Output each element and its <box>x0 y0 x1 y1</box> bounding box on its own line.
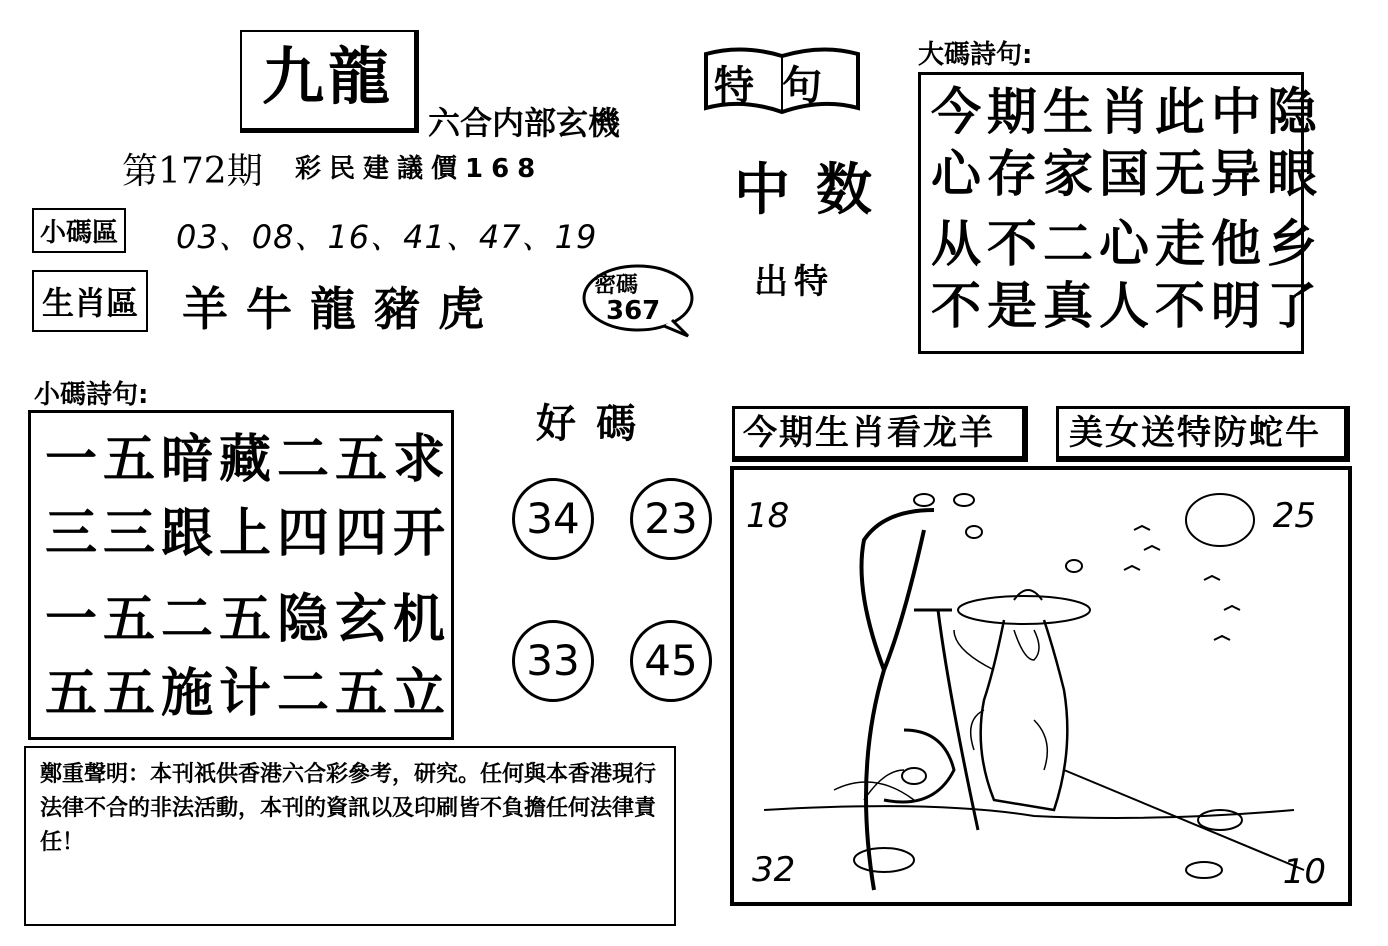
disclaimer-text: 鄭重聲明：本刊祇供香港六合彩參考，研究。任何與本香港現行法律不合的非法活動，本刊的資訊以及印刷皆不負擔任何法律責任！ <box>40 762 657 855</box>
big-poem-line: 不是真人不明了 <box>931 277 1323 335</box>
issue-number: 第172期 <box>122 151 263 192</box>
secret-code-bubble <box>580 260 698 340</box>
secret-code-label: 密碼 <box>594 273 639 298</box>
zodiac-label: 生肖區 <box>32 270 148 332</box>
price: 彩民建議價168 <box>295 154 544 184</box>
sage-under-tree-illustration <box>734 470 1348 902</box>
tip-left: 今期生肖看龙羊 <box>732 406 1028 462</box>
small-code-numbers: 03、08、16、41、47、19 <box>176 218 598 256</box>
big-poem-line: 心存家国无异眼 <box>931 145 1323 203</box>
special-label: 特句 <box>714 63 850 109</box>
small-poem-line: 一五暗藏二五求 <box>45 430 452 490</box>
small-poem-line: 五五施计二五立 <box>45 664 452 724</box>
tip-right: 美女送特防蛇牛 <box>1056 406 1350 462</box>
big-poem-line: 今期生肖此中隐 <box>931 83 1323 141</box>
picture-number-top-right: 25 <box>1272 496 1316 536</box>
title-box <box>240 30 419 133</box>
big-poem-line: 从不二心走他乡 <box>931 215 1323 273</box>
zodiac-animals: 羊牛龍豬虎 <box>182 282 502 336</box>
page-title: 九龍 <box>261 40 394 113</box>
picture-number-bottom-left: 32 <box>752 850 796 890</box>
disclaimer-box <box>24 746 676 926</box>
picture-frame <box>730 466 1352 906</box>
special-note: 出特 <box>754 262 834 302</box>
good-code-circle: 33 <box>512 620 594 702</box>
small-poem-label: 小碼詩句: <box>34 380 149 410</box>
good-code-circle: 23 <box>630 478 712 560</box>
good-code-circle: 34 <box>512 478 594 560</box>
secret-code-value: 367 <box>606 296 661 326</box>
subtitle: 六合内部玄機 <box>428 104 621 142</box>
big-poem-label: 大碼詩句: <box>918 40 1033 70</box>
good-code-circle: 45 <box>630 620 712 702</box>
small-poem-line: 三三跟上四四开 <box>45 504 452 564</box>
big-poem-box <box>918 72 1323 354</box>
picture-number-top-left: 18 <box>746 496 790 536</box>
special-book <box>700 44 864 118</box>
small-code-label: 小碼區 <box>32 208 126 253</box>
small-poem-line: 一五二五隐玄机 <box>45 590 452 650</box>
small-poem-box <box>28 410 454 740</box>
special-text: 中数 <box>734 158 898 223</box>
good-codes-label: 好碼 <box>536 401 656 447</box>
picture-number-bottom-right: 10 <box>1282 852 1326 892</box>
